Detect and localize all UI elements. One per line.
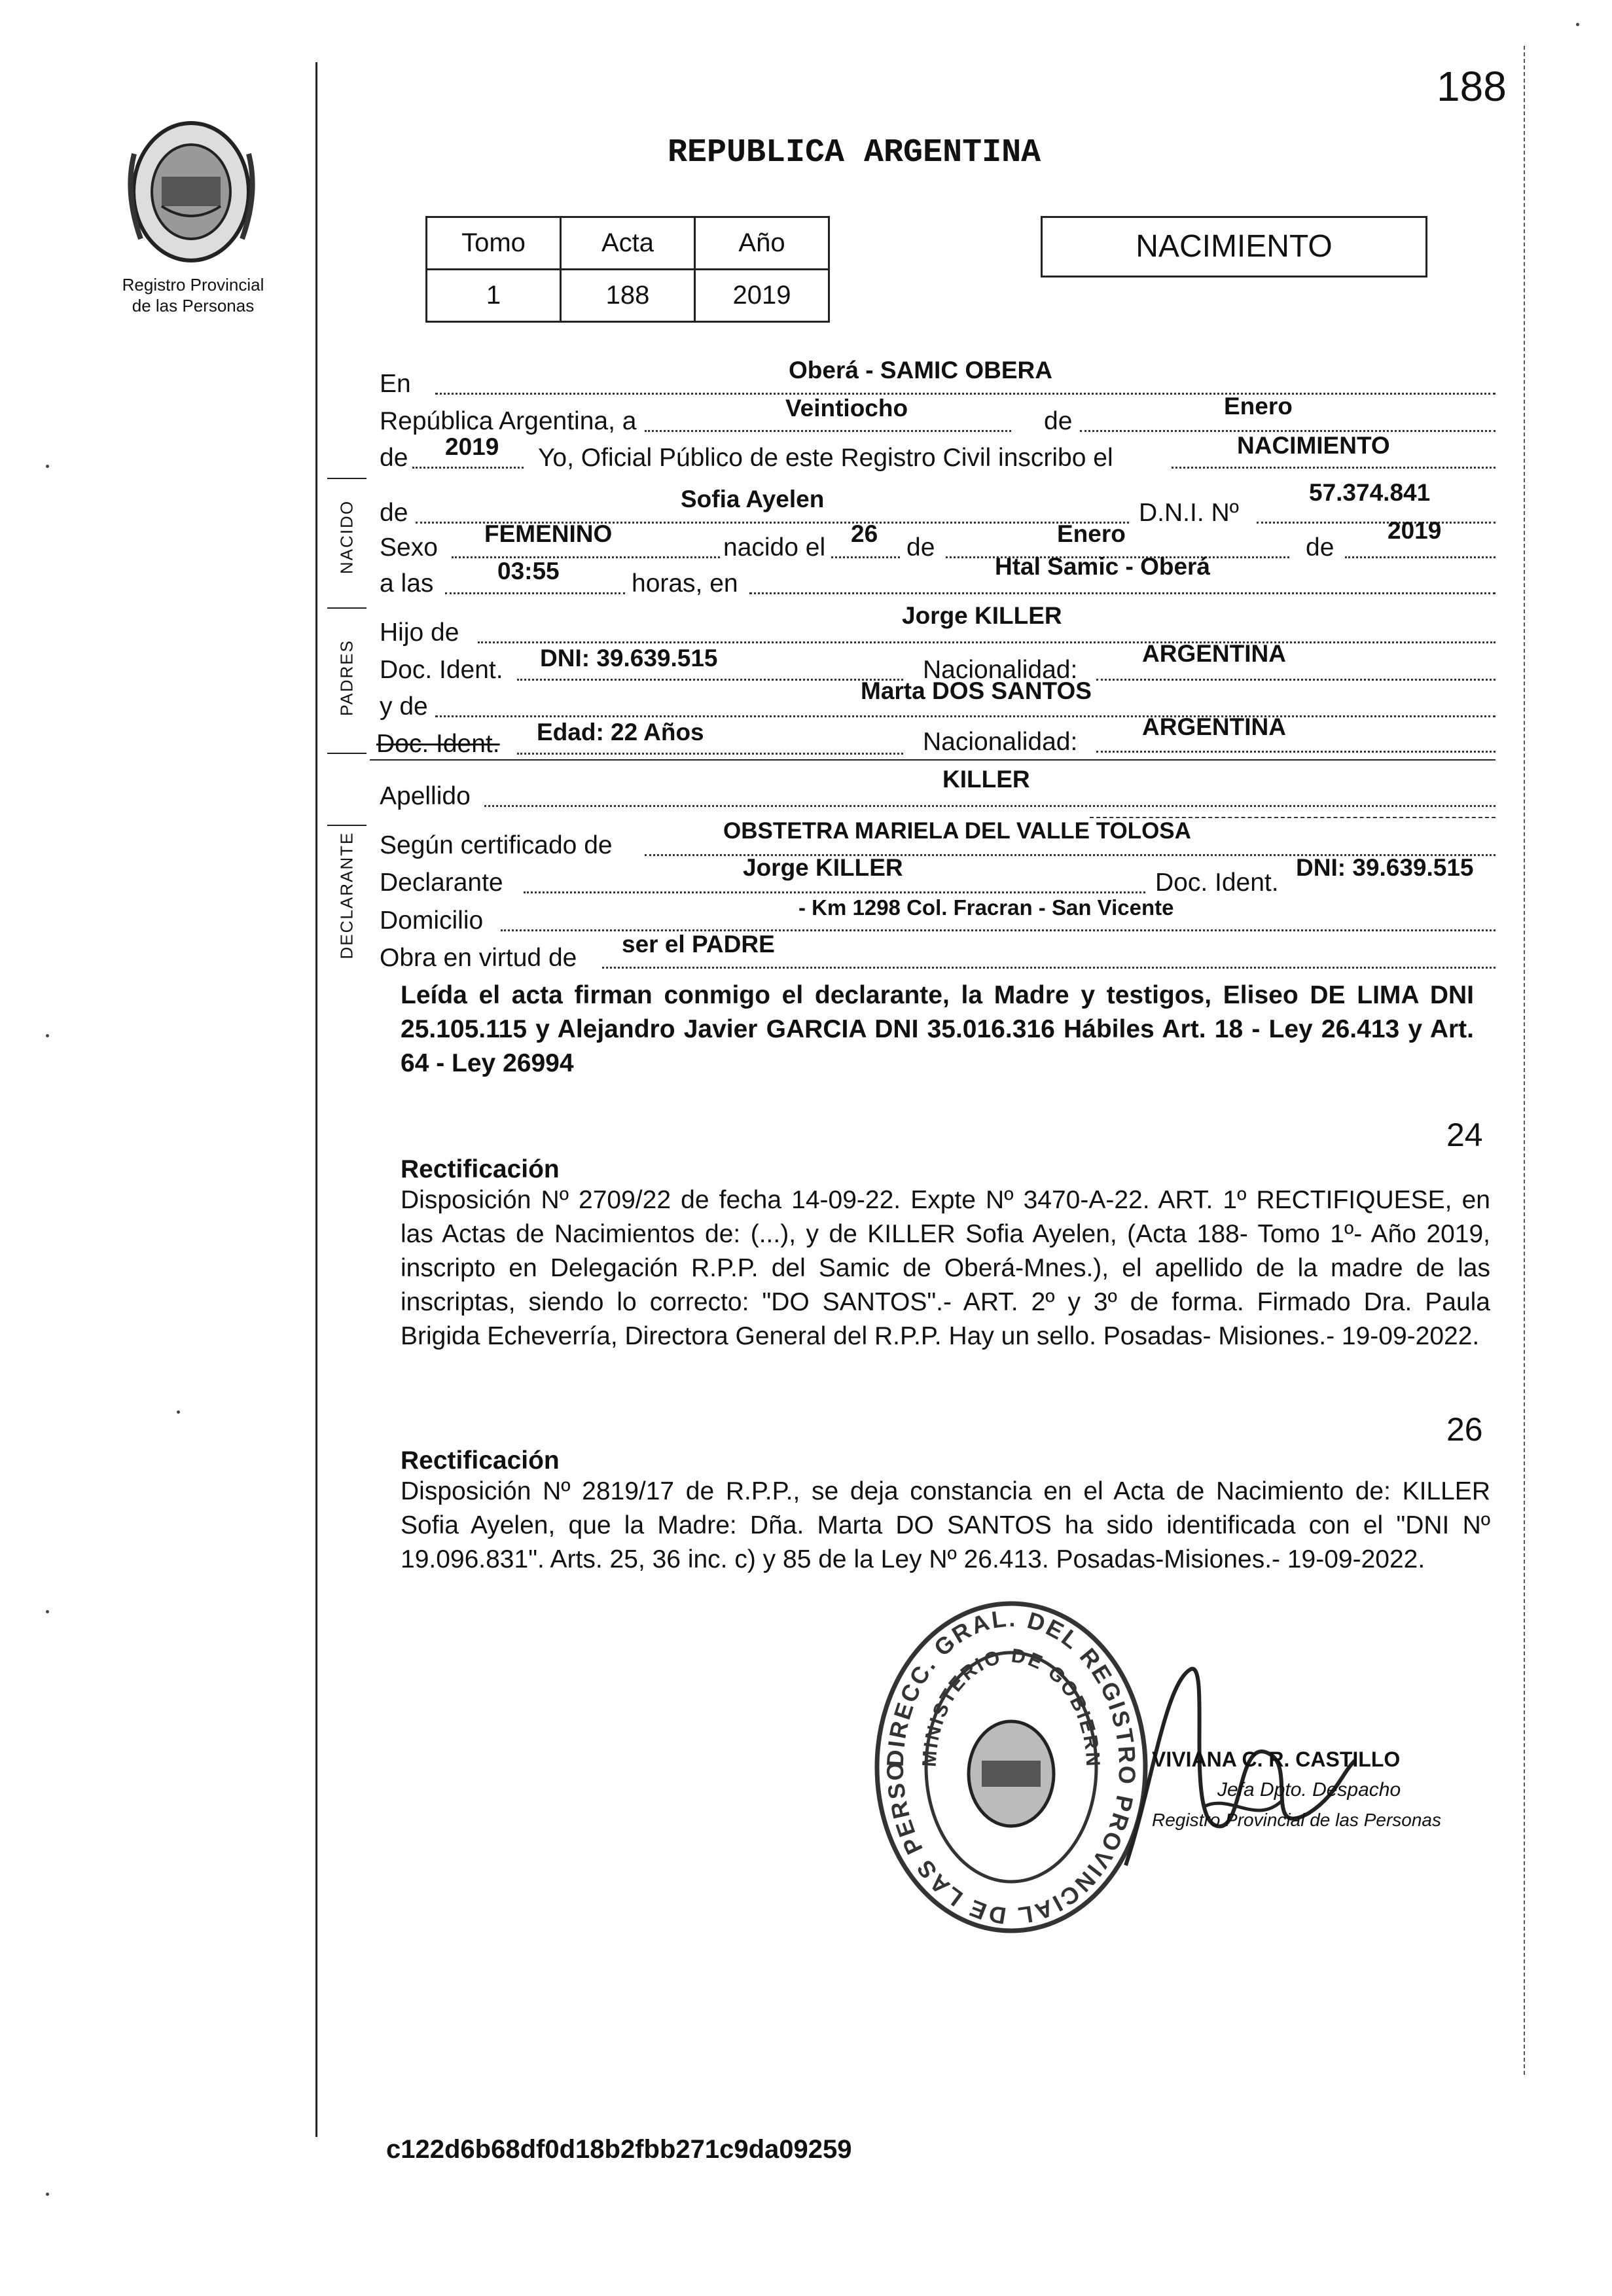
value-nombre: Sofia Ayelen bbox=[681, 486, 825, 512]
label-obra: Obra en virtud de bbox=[380, 944, 577, 972]
tomo-acta-table bbox=[425, 216, 830, 323]
signature-role: Jefa Dpto. Despacho bbox=[1217, 1779, 1401, 1801]
signature-name: VIVIANA C. R. CASTILLO bbox=[1152, 1748, 1401, 1771]
label-a-las: a las bbox=[380, 569, 434, 598]
label-de5: de bbox=[1306, 533, 1334, 562]
label-nacido-el: nacido el bbox=[723, 533, 826, 562]
label-de4: de bbox=[906, 533, 935, 562]
value-inscribo: NACIMIENTO bbox=[1237, 432, 1390, 459]
label-nacionalidad2: Nacionalidad: bbox=[923, 728, 1078, 756]
note-number-24: 24 bbox=[1446, 1117, 1483, 1153]
label-sexo: Sexo bbox=[380, 533, 438, 562]
right-margin-line bbox=[1524, 46, 1525, 2075]
label-hijo-de: Hijo de bbox=[380, 619, 459, 647]
label-en: En bbox=[380, 370, 411, 398]
table-header-tomo: Tomo bbox=[427, 217, 561, 270]
value-dni: 57.374.841 bbox=[1309, 479, 1431, 506]
closing-text: Leída el acta firman conmigo el declarante, la Madre y testigos, Eliseo DE LIMA DNI 25.105.115 y Alejandro Javier GARCIA DNI 35.016.316 Hábiles Art. 18 - Ley 26.413 y Art. 64 - Ley 26994 bbox=[401, 981, 1474, 1077]
label-y-de: y de bbox=[380, 692, 428, 721]
note-text-26: Disposición Nº 2819/17 de R.P.P., se deja constancia en el Acta de Nacimiento de: KILLER Sofia Ayelen, que la Madre: Dña. Marta DO SANTOS ha sido identificada con el "DNI Nº 19.096.831". Arts. 25, 36 inc. c) y 85 de la Ley Nº 26.413. Posadas-Misiones.- 19-09-2022. bbox=[401, 1477, 1490, 1573]
label-dni: D.N.I. Nº bbox=[1139, 499, 1239, 527]
label-certificado: Según certificado de bbox=[380, 831, 613, 859]
record-type-box: NACIMIENTO bbox=[1041, 216, 1427, 278]
signature-office: Registro Provincial de las Personas bbox=[1152, 1810, 1441, 1830]
side-label-nacido: NACIDO bbox=[336, 499, 357, 575]
value-padre-nac: ARGENTINA bbox=[1142, 640, 1286, 667]
official-seal bbox=[867, 1597, 1155, 1937]
value-certificado: OBSTETRA MARIELA DEL VALLE TOLOSA bbox=[723, 818, 1191, 844]
label-republica: República Argentina, a bbox=[380, 407, 637, 435]
label-doc-ident2: Doc. Ident. bbox=[1155, 869, 1279, 897]
table-header-anio: Año bbox=[695, 217, 829, 270]
divider-padres-end bbox=[327, 753, 367, 754]
table-header-acta: Acta bbox=[561, 217, 695, 270]
left-margin-line bbox=[315, 62, 317, 2137]
note-title-24: Rectificación bbox=[401, 1155, 560, 1183]
value-madre-nac: ARGENTINA bbox=[1142, 713, 1286, 740]
seal-ring-text: DIRECC. GRAL. DEL REGISTRO PROVINCIAL DE LAS PERSO bbox=[881, 1604, 1141, 1930]
label-declarante: Declarante bbox=[380, 869, 503, 897]
country-title: REPUBLICA ARGENTINA bbox=[668, 134, 1041, 171]
label-oficial: Yo, Oficial Público de este Registro Civil inscribo el bbox=[538, 444, 1113, 472]
label-nacionalidad: Nacionalidad: bbox=[923, 656, 1078, 684]
label-de2: de bbox=[380, 444, 408, 472]
divider-madre bbox=[370, 759, 1496, 761]
value-anio: 2019 bbox=[445, 433, 499, 460]
label-domicilio: Domicilio bbox=[380, 906, 484, 935]
value-declarante: Jorge KILLER bbox=[743, 854, 903, 881]
value-nac-mes: Enero bbox=[1057, 520, 1126, 547]
value-obra: ser el PADRE bbox=[622, 931, 775, 958]
value-declarante-doc: DNI: 39.639.515 bbox=[1296, 854, 1474, 881]
value-dia: Veintiocho bbox=[785, 395, 908, 422]
value-nac-dia: 26 bbox=[851, 520, 878, 547]
logo-caption-line1: Registro Provincial bbox=[122, 275, 264, 295]
label-de: de bbox=[1044, 407, 1073, 435]
label-doc-ident-struck: Doc. Ident. bbox=[376, 730, 500, 758]
divider-padres bbox=[327, 607, 367, 609]
label-horas-en: horas, en bbox=[632, 569, 738, 598]
label-apellido: Apellido bbox=[380, 782, 471, 810]
divider-nacido bbox=[327, 478, 367, 479]
table-value-acta: 188 bbox=[561, 270, 695, 322]
value-nac-anio: 2019 bbox=[1388, 517, 1442, 544]
note-title-26: Rectificación bbox=[401, 1446, 560, 1475]
note-number-26: 26 bbox=[1446, 1411, 1483, 1448]
seal-inner-text: MINISTERIO DE GOBIERN bbox=[918, 1645, 1104, 1769]
value-madre: Marta DOS SANTOS bbox=[861, 677, 1092, 704]
table-value-tomo: 1 bbox=[427, 270, 561, 322]
value-madre-doc: Edad: 22 Años bbox=[537, 719, 704, 745]
label-doc-ident: Doc. Ident. bbox=[380, 656, 503, 684]
value-mes: Enero bbox=[1224, 393, 1293, 420]
value-hora: 03:55 bbox=[497, 558, 560, 584]
divider-declarante bbox=[327, 825, 367, 826]
value-domicilio: - Km 1298 Col. Fracran - San Vicente bbox=[798, 895, 1174, 920]
side-label-declarante: DECLARANTE bbox=[336, 831, 357, 960]
value-padre-doc: DNI: 39.639.515 bbox=[540, 645, 718, 672]
label-de3: de bbox=[380, 499, 408, 527]
page-number: 188 bbox=[1437, 63, 1507, 110]
document-hash: c122d6b68df0d18b2fbb271c9da09259 bbox=[386, 2135, 852, 2164]
value-lugar: Htal Samic - Oberá bbox=[995, 553, 1211, 580]
value-apellido: KILLER bbox=[942, 766, 1030, 793]
value-padre: Jorge KILLER bbox=[902, 602, 1062, 629]
province-logo bbox=[121, 115, 262, 272]
table-value-anio: 2019 bbox=[695, 270, 829, 322]
logo-caption-line2: de las Personas bbox=[132, 296, 255, 315]
side-label-padres: PADRES bbox=[336, 639, 357, 716]
value-sexo: FEMENINO bbox=[484, 520, 613, 547]
value-en: Oberá - SAMIC OBERA bbox=[789, 357, 1052, 384]
note-text-24: Disposición Nº 2709/22 de fecha 14-09-22. Expte Nº 3470-A-22. ART. 1º RECTIFIQUESE, en las Actas de Nacimientos de: (...), y de KILLER Sofia Ayelen, (Acta 188- Tomo 1º- Año 2019, inscripto en Delegación R.P.P. del Samic de Oberá-Mnes.), el apellido de la madre de las inscriptas, siendo lo correcto: "DO SANTOS".- ART. 2º y 3º de forma. Firmado Dra. Paula Brigida Echeverría, Directora General del R.P.P. Hay un sello. Posadas- Misiones.- 19-09-2022. bbox=[401, 1186, 1490, 1350]
